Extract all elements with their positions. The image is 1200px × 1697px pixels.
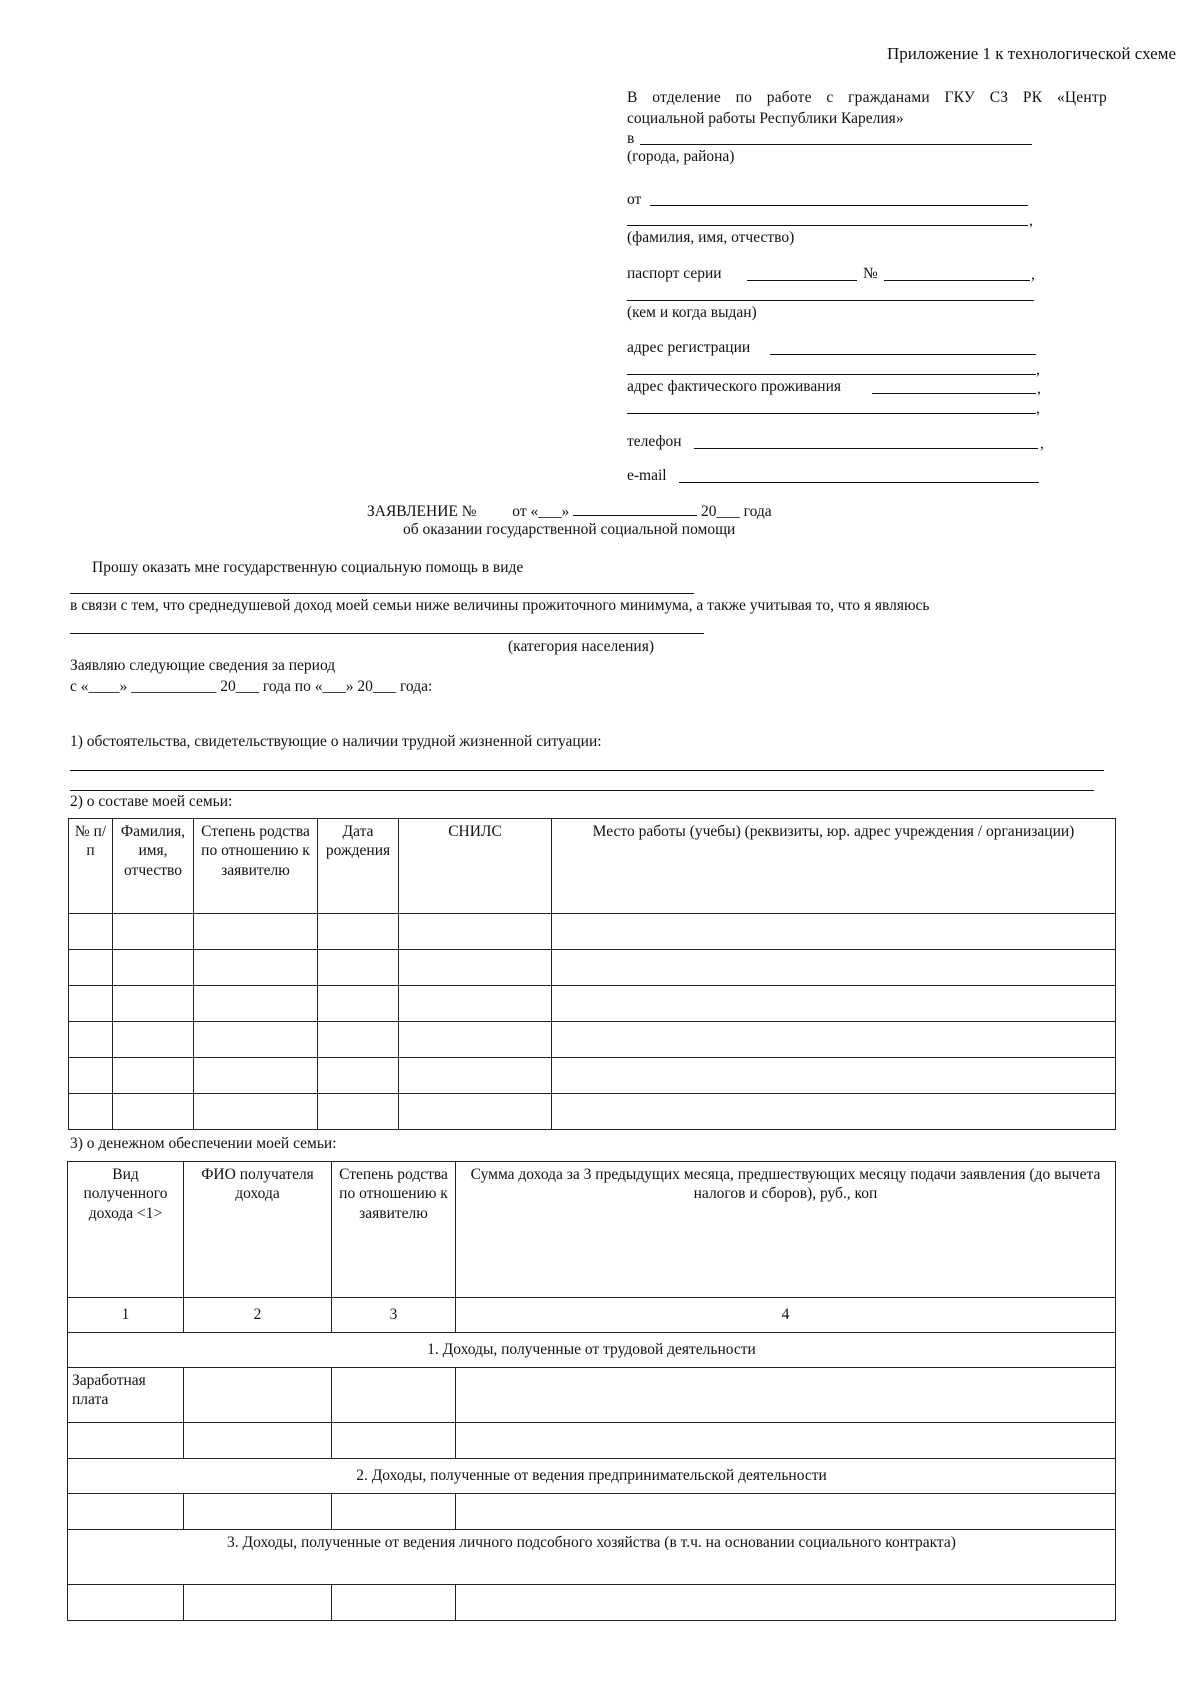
cell[interactable] [69, 986, 113, 1022]
cell[interactable] [399, 1058, 552, 1094]
column-number: 2 [184, 1298, 332, 1333]
cell[interactable] [194, 914, 318, 950]
applicant-name-field-2[interactable] [627, 225, 1028, 226]
cell[interactable] [194, 950, 318, 986]
addressee-line2: социальной работы Республики Карелия» [627, 110, 904, 127]
email-label: e-mail [627, 467, 667, 484]
cell[interactable] [113, 1094, 194, 1130]
column-number: 1 [68, 1298, 184, 1333]
family-table-header [69, 819, 1116, 914]
cell[interactable] [552, 986, 1116, 1022]
header-relationship: Степень родства по отношению к заявителю [332, 1162, 456, 1298]
cell[interactable] [194, 986, 318, 1022]
actual-address-field-2[interactable] [627, 413, 1036, 414]
cell[interactable] [113, 986, 194, 1022]
header-recipient-name: ФИО получателя дохода [184, 1162, 332, 1298]
cell[interactable] [318, 1094, 399, 1130]
comma-mark: , [1036, 400, 1040, 417]
table-row [69, 914, 1116, 950]
cell[interactable] [552, 950, 1116, 986]
income-section-row [68, 1459, 1116, 1494]
cell[interactable] [184, 1368, 332, 1423]
income-section-row [68, 1530, 1116, 1585]
cell[interactable] [552, 914, 1116, 950]
income-section-row [68, 1333, 1116, 1368]
number-sign: № [863, 265, 878, 282]
comma-mark: , [1036, 361, 1040, 378]
header-income-type: Вид полученного дохода <1> [68, 1162, 184, 1298]
cell[interactable] [456, 1494, 1116, 1530]
income-table-header [68, 1162, 1116, 1298]
section2-label: 2) о составе моей семьи: [70, 793, 233, 810]
table-row [68, 1494, 1116, 1530]
cell[interactable] [332, 1494, 456, 1530]
cell[interactable] [318, 914, 399, 950]
cell[interactable] [399, 986, 552, 1022]
cell[interactable] [552, 1058, 1116, 1094]
header-workplace: Место работы (учебы) (реквизиты, юр. адрес учреждения / организации) [552, 819, 1116, 914]
income-section-2: 2. Доходы, полученные от ведения предпринимательской деятельности [68, 1459, 1116, 1494]
column-number-row [68, 1298, 1116, 1333]
column-number: 4 [456, 1298, 1116, 1333]
table-row [69, 986, 1116, 1022]
passport-series-field[interactable] [747, 280, 857, 281]
salary-label: Заработная плата [68, 1368, 184, 1423]
cell[interactable] [318, 986, 399, 1022]
passport-label: паспорт серии [627, 265, 722, 282]
reason-text: в связи с тем, что среднедушевой доход моей семьи ниже величины прожиточного минимума, а также учитывая то, что я являюсь [70, 597, 930, 614]
comma-mark: , [1029, 212, 1033, 229]
cell[interactable] [399, 950, 552, 986]
appendix-label: Приложение 1 к технологической схеме [887, 44, 1176, 63]
cell[interactable] [113, 1022, 194, 1058]
cell[interactable] [399, 914, 552, 950]
table-row [69, 1058, 1116, 1094]
phone-label: телефон [627, 433, 682, 450]
table-row [68, 1368, 1116, 1423]
cell[interactable] [332, 1368, 456, 1423]
cell[interactable] [69, 1058, 113, 1094]
request-text: Прошу оказать мне государственную социальную помощь в виде [92, 559, 524, 576]
reg-address-field-1[interactable] [770, 354, 1036, 355]
comma-mark: , [1037, 380, 1041, 397]
cell[interactable] [113, 914, 194, 950]
email-field[interactable] [679, 482, 1039, 483]
cell[interactable] [69, 1094, 113, 1130]
passport-issued-field[interactable] [627, 300, 1034, 301]
applicant-name-field-1[interactable] [650, 205, 1028, 206]
actual-address-label: адрес фактического проживания [627, 378, 842, 395]
period-label: Заявляю следующие сведения за период [70, 657, 336, 674]
income-table [67, 1161, 1116, 1621]
statement-title [367, 501, 772, 522]
cell[interactable] [552, 1022, 1116, 1058]
header-number: № п/п [69, 819, 113, 914]
column-number: 3 [332, 1298, 456, 1333]
cell[interactable] [113, 1058, 194, 1094]
header-birth-date: Дата рождения [318, 819, 399, 914]
cell[interactable] [184, 1423, 332, 1459]
section3-label: 3) о денежном обеспечении моей семьи: [70, 1135, 337, 1152]
city-field[interactable] [640, 144, 1032, 145]
statement-month-field[interactable] [573, 501, 697, 516]
table-row [69, 950, 1116, 986]
name-hint: (фамилия, имя, отчество) [627, 229, 795, 246]
table-row [69, 1022, 1116, 1058]
cell[interactable] [69, 950, 113, 986]
cell[interactable] [194, 1022, 318, 1058]
cell[interactable] [68, 1585, 184, 1621]
hardship-field-1[interactable] [70, 770, 1104, 771]
table-row [69, 1094, 1116, 1130]
cell[interactable] [68, 1494, 184, 1530]
cell[interactable] [332, 1423, 456, 1459]
section1-label: 1) обстоятельства, свидетельствующие о наличии трудной жизненной ситуации: [70, 733, 602, 750]
period-dates: с «____» ___________ 20___ года по «___» 20___ года: [70, 678, 433, 695]
population-category-field[interactable] [70, 633, 704, 634]
cell[interactable] [332, 1585, 456, 1621]
statement-number-label: ЗАЯВЛЕНИЕ № [367, 503, 477, 520]
cell[interactable] [399, 1022, 552, 1058]
cell[interactable] [184, 1585, 332, 1621]
cell[interactable] [318, 1058, 399, 1094]
assistance-type-field[interactable] [70, 593, 694, 594]
from-prefix: от [627, 191, 642, 208]
cell[interactable] [194, 1058, 318, 1094]
income-section-1: 1. Доходы, полученные от трудовой деятельности [68, 1333, 1116, 1368]
cell[interactable] [456, 1585, 1116, 1621]
cell[interactable] [552, 1094, 1116, 1130]
city-hint: (города, района) [627, 148, 735, 165]
cell[interactable] [184, 1494, 332, 1530]
statement-subtitle: об оказании государственной социальной помощи [403, 521, 736, 538]
cell[interactable] [113, 950, 194, 986]
hardship-field-2[interactable] [70, 790, 1094, 791]
reg-address-field-2[interactable] [627, 374, 1036, 375]
actual-address-field-1[interactable] [872, 393, 1036, 394]
header-income-sum: Сумма дохода за 3 предыдущих месяца, предшествующих месяцу подачи заявления (до вычета налогов и сборов), руб., коп [456, 1162, 1116, 1298]
cell[interactable] [399, 1094, 552, 1130]
statement-year-label: 20___ года [701, 503, 772, 520]
addressee-line1: В отделение по работе с гражданами ГКУ СЗ РК «Центр [627, 89, 1107, 106]
cell[interactable] [69, 1022, 113, 1058]
income-section-3: 3. Доходы, полученные от ведения личного подсобного хозяйства (в т.ч. на основании социального контракта) [68, 1530, 1116, 1585]
in-prefix: в [627, 130, 635, 147]
category-hint: (категория населения) [508, 638, 654, 655]
cell[interactable] [318, 1022, 399, 1058]
statement-date-label: от «___» [512, 503, 570, 520]
table-row [68, 1423, 1116, 1459]
header-relationship: Степень родства по отношению к заявителю [194, 819, 318, 914]
passport-number-field[interactable] [884, 280, 1030, 281]
issued-hint: (кем и когда выдан) [627, 304, 757, 321]
header-full-name: Фамилия, имя, отчество [113, 819, 194, 914]
phone-field[interactable] [694, 448, 1038, 449]
comma-mark: , [1040, 435, 1044, 452]
cell[interactable] [456, 1368, 1116, 1423]
reg-address-label: адрес регистрации [627, 339, 751, 356]
cell[interactable] [68, 1423, 184, 1459]
comma-mark: , [1031, 266, 1035, 283]
cell[interactable] [194, 1094, 318, 1130]
cell[interactable] [69, 914, 113, 950]
table-row [68, 1585, 1116, 1621]
header-snils: СНИЛС [399, 819, 552, 914]
cell[interactable] [456, 1423, 1116, 1459]
family-table [68, 818, 1116, 1130]
cell[interactable] [318, 950, 399, 986]
